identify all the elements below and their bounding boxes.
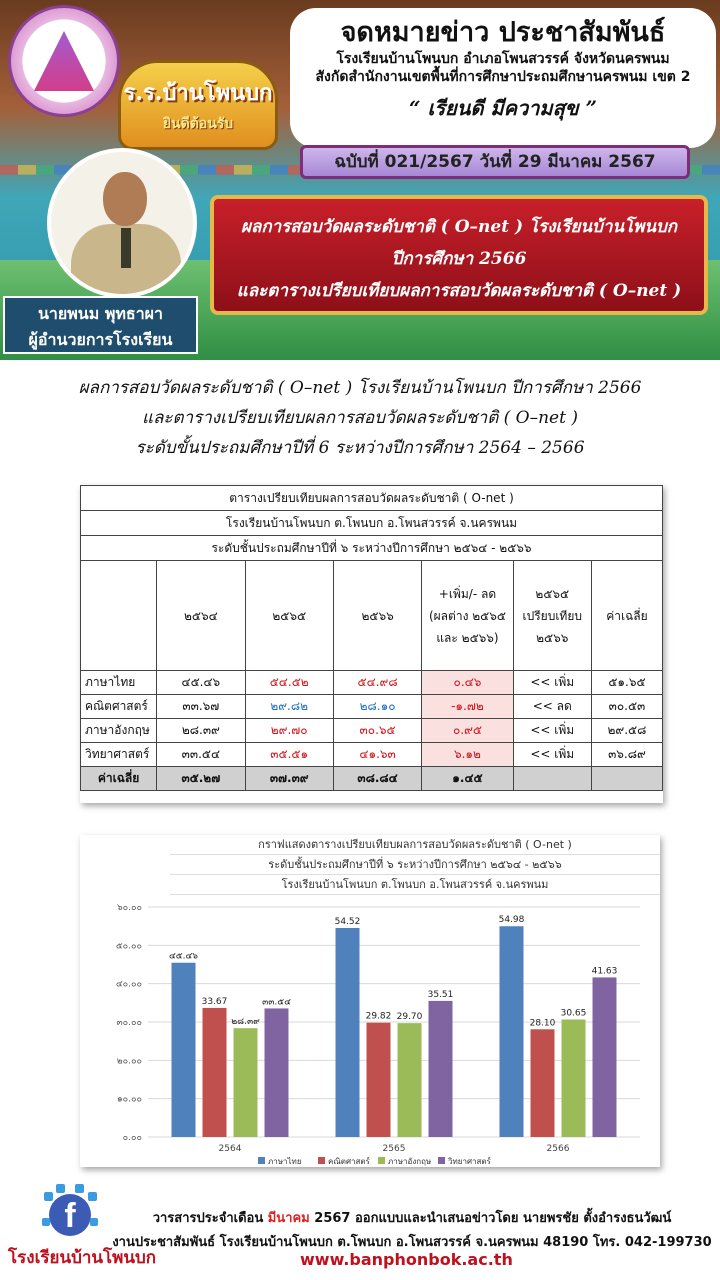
avg-average-empty	[591, 767, 662, 791]
school-logo	[8, 5, 120, 117]
table-row	[81, 695, 663, 719]
header-subject-empty	[81, 561, 157, 671]
bar	[367, 1023, 391, 1137]
row-compare: << เพิ่ม	[513, 719, 591, 743]
footer-line-2: งานประชาสัมพันธ์ โรงเรียนบ้านโพนบก ต.โพนบก อ.โพนสวรรค์ จ.นครพนม 48190 โทร. 042-199730	[112, 1235, 712, 1250]
header-year-2566: ๒๕๖๖	[333, 561, 421, 671]
avg-y3: ๓๘.๘๔	[333, 767, 421, 791]
row-diff: -๑.๗๒	[422, 695, 513, 719]
header-diff-1: +เพิ่ม/- ลด	[438, 586, 497, 601]
logo-emblem-icon	[34, 31, 94, 91]
director-tie	[121, 228, 131, 268]
bar	[593, 977, 617, 1137]
footer-line-1c: 2567 ออกแบบและนำเสนอข่าวโดย นายพรชัย ตั้งอำรงธนวัฒน์	[309, 1211, 672, 1226]
footer-line-1	[112, 1207, 712, 1231]
row-compare: << เพิ่ม	[513, 671, 591, 695]
intro-line-1: ผลการสอบวัดผลระดับชาติ ( O–net ) โรงเรียนบ้านโพนบก ปีการศึกษา 2566	[78, 378, 642, 398]
row-y3: ๔๑.๖๓	[333, 743, 421, 767]
row-average: ๕๑.๖๕	[591, 671, 662, 695]
headline-line-3: และตารางเปรียบเทียบผลการสอบวัดผลระดับชาติ ( O–net )	[236, 281, 682, 301]
row-subject: ภาษาอังกฤษ	[81, 719, 157, 743]
bar	[172, 963, 196, 1137]
row-y2: ๒๙.๗๐	[245, 719, 333, 743]
avg-diff: ๑.๔๕	[422, 767, 513, 791]
row-subject: ภาษาไทย	[81, 671, 157, 695]
header-year-2565: ๒๕๖๕	[245, 561, 333, 671]
school-sign-welcome: ยินดีต้อนรับ	[162, 116, 234, 132]
data-label: ๔๕.๔๖	[168, 951, 199, 962]
table-row	[81, 719, 663, 743]
row-diff: ๖.๑๒	[422, 743, 513, 767]
school-sign-name: ร.ร.บ้านโพนบก	[123, 80, 273, 106]
bar	[429, 1001, 453, 1137]
table-average-row	[81, 767, 663, 791]
row-y3: ๕๔.๙๘	[333, 671, 421, 695]
header-compare-3: ๒๕๖๖	[536, 630, 569, 645]
footer-credits	[112, 1207, 712, 1255]
table-header-row	[81, 561, 663, 671]
school-affiliation-line: สังกัดสำนักงานเขตพื้นที่การศึกษาประถมศึกษานครพนม เขต 2	[315, 69, 691, 85]
header-average: ค่าเฉลี่ย	[591, 561, 662, 671]
avg-y1: ๓๕.๒๗	[157, 767, 245, 791]
chart-card	[80, 835, 660, 1167]
bar	[265, 1008, 289, 1137]
chart-subtitle-1: ระดับชั้นประถมศึกษาปีที่ ๖ ระหว่างปีการศึกษา ๒๕๖๔ - ๒๕๖๖	[170, 855, 660, 875]
y-tick-label: ๑๐.๐๐	[116, 1094, 142, 1105]
row-y1: ๓๓.๕๔	[157, 743, 245, 767]
legend-label: ภาษาไทย	[268, 1157, 302, 1166]
y-tick-label: ๐.๐๐	[122, 1133, 142, 1143]
bar	[531, 1029, 555, 1137]
row-y1: ๓๓.๖๗	[157, 695, 245, 719]
header-diff-3: และ ๒๕๖๖)	[436, 630, 499, 645]
bar	[562, 1020, 586, 1137]
school-address-line: โรงเรียนบ้านโพนบก อำเภอโพนสวรรค์ จังหวัดนครพนม	[336, 51, 670, 67]
y-tick-label: ๕๐.๐๐	[115, 941, 142, 952]
newsletter-title: จดหมายข่าว ประชาสัมพันธ์	[340, 17, 666, 48]
director-caption	[3, 296, 198, 354]
data-label: 35.51	[427, 989, 454, 1000]
header-compare	[513, 561, 591, 671]
data-label: 30.65	[560, 1008, 587, 1019]
data-label: 41.63	[591, 966, 618, 977]
legend-label: ภาษาอังกฤษ	[388, 1157, 432, 1166]
bar	[336, 928, 360, 1137]
footer-line-1a: วารสารประจำเดือน	[152, 1211, 268, 1226]
headline-box	[210, 195, 708, 315]
footer-month: มีนาคม	[267, 1211, 310, 1226]
chart-subtitle-2: โรงเรียนบ้านโพนบก ต.โพนบก อ.โพนสวรรค์ จ.นครพนม	[170, 875, 660, 895]
row-average: ๓๐.๕๓	[591, 695, 662, 719]
director-title: ผู้อำนวยการโรงเรียน	[28, 330, 173, 349]
website-link[interactable]: www.banphonbok.ac.th	[300, 1250, 513, 1269]
headline-line-1: ผลการสอบวัดผลระดับชาติ ( O–net ) โรงเรียนบ้านโพนบก	[240, 217, 678, 237]
row-diff: ๐.๙๕	[422, 719, 513, 743]
director-head	[103, 172, 147, 226]
y-tick-label: ๓๐.๐๐	[116, 1018, 142, 1028]
intro-line-3: ระดับขั้นประถมศึกษาปีที่ 6 ระหว่างปีการศึกษา 2564 – 2566	[135, 438, 585, 458]
row-subject: คณิตศาสตร์	[81, 695, 157, 719]
row-y1: ๔๕.๔๖	[157, 671, 245, 695]
comparison-table-card	[80, 485, 663, 803]
row-y1: ๒๘.๓๙	[157, 719, 245, 743]
header-compare-1: ๒๕๖๕	[535, 586, 570, 601]
avg-label: ค่าเฉลี่ย	[81, 767, 157, 791]
bar	[398, 1023, 422, 1137]
row-y2: ๒๙.๘๒	[245, 695, 333, 719]
footer-school-name: โรงเรียนบ้านโพนบก	[8, 1248, 157, 1268]
legend-swatch	[318, 1157, 325, 1164]
legend-label: วิทยาศาสตร์	[448, 1157, 491, 1166]
row-average: ๒๙.๕๘	[591, 719, 662, 743]
table-caption-3: ระดับชั้นประถมศึกษาปีที่ ๖ ระหว่างปีการศึกษา ๒๕๖๔ - ๒๕๖๖	[81, 536, 663, 561]
row-average: ๓๖.๘๙	[591, 743, 662, 767]
data-label: 54.98	[498, 915, 525, 926]
school-motto: “ เรียนดี มีความสุข ”	[409, 96, 597, 120]
avg-compare-empty	[513, 767, 591, 791]
y-tick-label: ๖๐.๐๐	[116, 903, 142, 913]
director-photo	[47, 148, 197, 298]
comparison-table	[80, 485, 663, 791]
headline-line-2: ปีการศึกษา 2566	[391, 249, 527, 269]
row-subject: วิทยาศาสตร์	[81, 743, 157, 767]
data-label: 28.10	[529, 1018, 556, 1029]
bar	[234, 1028, 258, 1137]
svg-text:f: f	[64, 1197, 76, 1235]
intro-line-2: และตารางเปรียบเทียบผลการสอบวัดผลระดับชาติ ( O–net )	[142, 408, 578, 428]
legend-swatch	[438, 1157, 445, 1164]
row-y3: ๒๘.๑๐	[333, 695, 421, 719]
table-row	[81, 743, 663, 767]
table-row	[81, 671, 663, 695]
data-label: ๒๘.๓๙	[231, 1017, 260, 1028]
y-tick-label: ๒๐.๐๐	[116, 1056, 142, 1067]
data-label: ๓๓.๕๔	[262, 997, 291, 1008]
header-year-2564: ๒๕๖๔	[157, 561, 245, 671]
legend-swatch	[378, 1157, 385, 1164]
row-compare: << ลด	[513, 695, 591, 719]
data-label: 29.70	[396, 1012, 423, 1023]
table-caption-2: โรงเรียนบ้านโพนบก ต.โพนบก อ.โพนสวรรค์ จ.นครพนม	[81, 511, 663, 536]
header-banner	[0, 0, 720, 360]
row-compare: << เพิ่ม	[513, 743, 591, 767]
y-tick-label: ๔๐.๐๐	[115, 979, 142, 990]
x-tick-label: 2564	[218, 1144, 242, 1154]
data-label: 29.82	[365, 1011, 392, 1022]
bar	[500, 926, 524, 1137]
newsletter-title-box	[290, 8, 716, 148]
bar	[203, 1008, 227, 1137]
avg-y2: ๓๗.๓๙	[245, 767, 333, 791]
issue-number-bar: ฉบับที่ 021/2567 วันที่ 29 มีนาคม 2567	[300, 145, 690, 179]
school-sign	[118, 60, 278, 150]
header-compare-2: เปรียบเทียบ	[522, 608, 582, 623]
data-label: 54.52	[334, 917, 361, 928]
table-caption-1: ตารางเปรียบเทียบผลการสอบวัดผลระดับชาติ ( O-net )	[81, 486, 663, 511]
x-tick-label: 2565	[382, 1144, 406, 1154]
header-diff-2: (ผลต่าง ๒๕๖๕	[428, 608, 506, 623]
facebook-icon[interactable]	[40, 1182, 100, 1242]
legend-label: คณิตศาสตร์	[328, 1157, 370, 1166]
row-diff: ๐.๔๖	[422, 671, 513, 695]
chart-title: กราฟแสดงตารางเปรียบเทียบผลการสอบวัดผลระดับชาติ ( O-net )	[170, 835, 660, 855]
director-name: นายพนม พุทธาผา	[37, 304, 164, 323]
legend-swatch	[258, 1157, 265, 1164]
x-tick-label: 2566	[546, 1144, 570, 1154]
row-y3: ๓๐.๖๕	[333, 719, 421, 743]
row-y2: ๕๔.๕๒	[245, 671, 333, 695]
header-diff	[422, 561, 513, 671]
intro-text	[0, 373, 720, 463]
row-y2: ๓๕.๕๑	[245, 743, 333, 767]
bar-chart	[80, 835, 660, 1167]
data-label: 33.67	[201, 996, 228, 1007]
